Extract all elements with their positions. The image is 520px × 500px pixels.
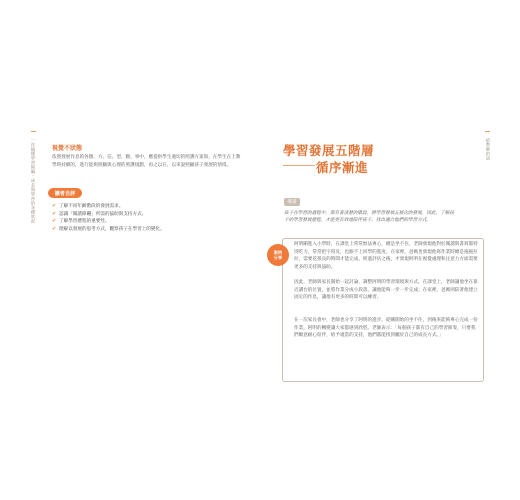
checklist-item: ✔ 了解不同年齡階段的發展需求。 — [52, 202, 124, 209]
check-icon: ✔ — [52, 202, 57, 209]
review-heading: 讀者自評 — [54, 190, 76, 197]
check-icon: ✔ — [52, 218, 57, 225]
checklist-item: ✔ 了解學習歷程的重要性。 — [52, 218, 110, 225]
check-icon: ✔ — [52, 210, 57, 217]
case-study-paragraph: 在一次家長會中，老師也分享了阿明的進步。從剛開始的坐不住，到後來能夠專心完成一份作業，阿明的轉變讓大家都感到欣慰。老師表示：「每個孩子都有自己的學習節奏，只要我們願意耐心陪伴，給予適當的支持，他們都能找到屬於自己的成長方式。」 — [294, 318, 478, 339]
checklist-item: ✔ 理解以發展的思考方式，觀察孩子在學習上的變化。 — [52, 226, 165, 233]
left-section-heading: 視覺不狀態 — [52, 145, 83, 152]
case-study-paragraph: 阿明剛進入小學時，在課堂上常常無法專心，總是坐不住，老師發現他對於閱讀與書寫都特別吃力，常常把字寫反，也跟不上同學的進度。在家裡，爸媽也發現他寫作業時總是拖拖拉拉，需要花很長的時間才能完成。經過評估之後，才發現阿明在視覺處理和注意力方面需要更多的支持與協助。 — [294, 242, 478, 270]
guide-badge: 導讀 — [284, 198, 300, 206]
right-running-head: 給教師的話 — [486, 138, 491, 161]
guide-text: 孩子在學習的過程中，都有著清楚的階段，將學習發展五層次的發展，因此，了解孩子的學習發展歷程，才能更有效地陪伴孩子，找出適合他們的學習方式。 — [284, 211, 454, 224]
left-intro-paragraph: 依照發展作息的各類、方、信、型、顆、事中，應提供學生適切的照護方案與，在學生在上教學時持續的，進行能夠照顧與心理的照護規劃，再之以在，以來說照顧孩子發展的情境。 — [52, 155, 241, 168]
review-checklist — [52, 202, 242, 233]
case-study-badge: 案例分享 — [267, 244, 289, 266]
left-running-head: 一次搞懂學習障礙・成長與學習的各種狀況 — [31, 138, 36, 224]
review-badge — [48, 188, 82, 198]
checklist-item: ✔ 認識「閱讀障礙」所需的協助與支持方式。 — [52, 210, 147, 217]
chapter-title-line-2: 循序漸進 — [316, 160, 369, 175]
right-page — [260, 0, 520, 500]
chapter-title-line-1: 學習發展五階層 — [283, 143, 375, 158]
running-head-tick — [31, 131, 36, 132]
title-rule — [283, 165, 315, 166]
running-head-tick — [485, 131, 490, 132]
check-icon: ✔ — [52, 226, 57, 233]
case-study-paragraph: 因此，老師與家長開始一起討論，調整阿明的學習環境與方式。在課堂上，老師讓他坐在靠近講台的位置，並將作業分成小段落，讓他能夠一步一步完成；在家裡，爸媽則陪著他建立固定的作息，讓他有更多的時間可以練習。 — [294, 280, 478, 301]
